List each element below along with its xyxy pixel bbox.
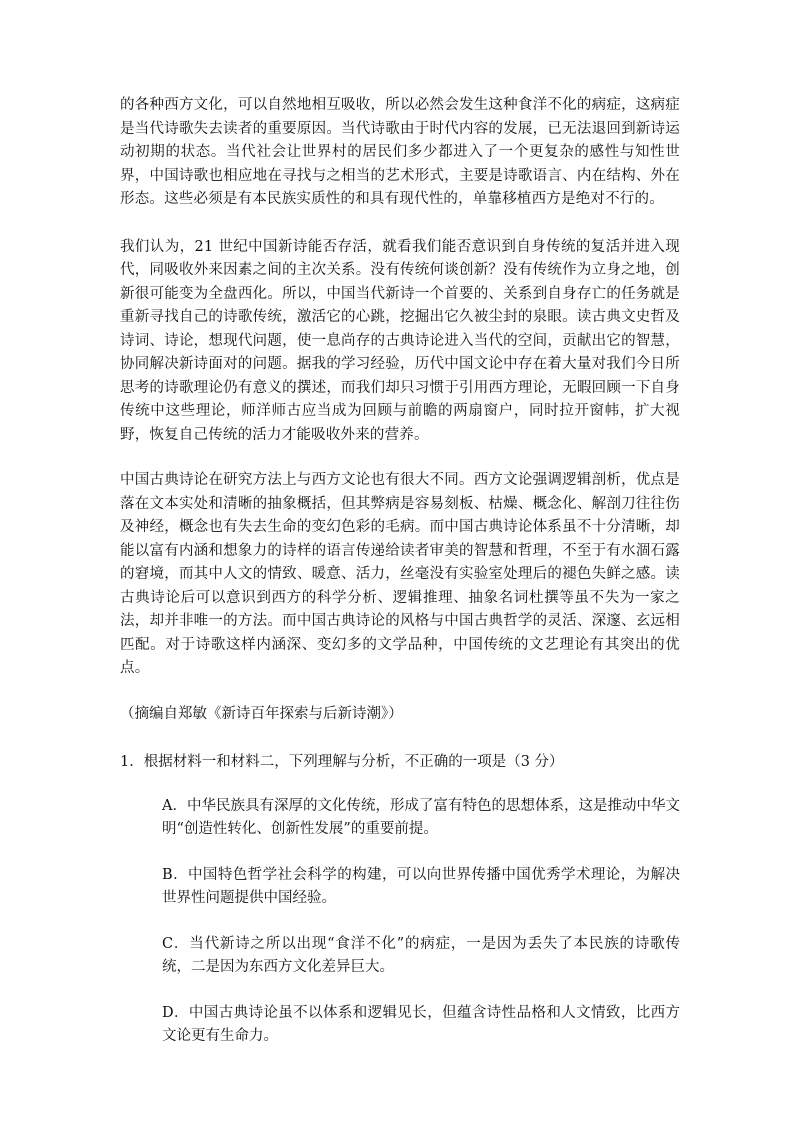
question-stem: 1．根据材料一和材料二，下列理解与分析，不正确的一项是（3 分） xyxy=(120,754,564,770)
paragraph-2: 我们认为，21 世纪中国新诗能否存活，就看我们能否意识到自身传统的复活并进入现代，同吸收外来因素之间的主次关系。没有传统何谈创新？没有传统作为立身之地，创新很可能变为全盘西化。所以，中国当代新诗一个首要的、关系到自身存亡的任务就是重新寻找自己的诗歌传统，激活它的心跳，挖掘出它久被尘封的泉眼。读古典文史哲及诗词、诗论，想现代问题，使一息尚存的古典诗论进入当代的空间，贡献出它的智慧，协同解决新诗面对的问题。据我的学习经验，历代中国文论中存在着大量对我们今日所思考的诗歌理论仍有意义的撰述，而我们却只习惯于引用西方理论，无暇回顾一下自身传统中这些理论，师洋师古应当成为回顾与前瞻的两扇窗户，同时拉开窗帏，扩大视野，恢复自己传统的活力才能吸收外来的营养。 xyxy=(120,238,680,443)
document-page xyxy=(120,94,680,1071)
paragraph-3: 中国古典诗论在研究方法上与西方文论也有很大不同。西方文论强调逻辑剖析，优点是落在文本实处和清晰的抽象概括，但其弊病是容易刻板、枯燥、概念化、解剖刀往往伤及神经，概念也有失去生命的变幻色彩的毛病。而中国古典诗论体系虽不十分清晰，却能以富有内涵和想象力的诗样的语言传递给读者审美的智慧和哲理，不至于有水涸石露的窘境，而其中人文的情致、暖意、活力，丝毫没有实验室处理后的褪色失鲜之感。读古典诗论后可以意识到西方的科学分析、逻辑推理、抽象名词杜撰等虽不失为一家之法，却并非唯一的方法。而中国古典诗论的风格与中国古典哲学的灵活、深邃、玄远相匹配。对于诗歌这样内涵深、变幻多的文学品种，中国传统的文艺理论有其突出的优点。 xyxy=(120,472,680,676)
option-c: C．当代新诗之所以出现“食洋不化”的病症，一是因为丢失了本民族的诗歌传统，二是因为东西方文化差异巨大。 xyxy=(162,935,680,975)
source-citation: （摘编自郑敏《新诗百年探索与后新诗潮》） xyxy=(120,705,403,722)
option-b: B．中国特色哲学社会科学的构建，可以向世界传播中国优秀学术理论，为解决世界性问题提供中国经验。 xyxy=(162,866,680,906)
paragraph-1: 的各种西方文化，可以自然地相互吸收，所以必然会发生这种食洋不化的病症，这病症是当代诗歌失去读者的重要原因。当代诗歌由于时代内容的发展，已无法退回到新诗运动初期的状态。当代社会让世界村的居民们多少都进入了一个更复杂的感性与知性世界，中国诗歌也相应地在寻找与之相当的艺术形式，主要是诗歌语言、内在结构、外在形态。这些必须是有本民族实质性的和具有现代性的，单靠移植西方是绝对不行的。 xyxy=(120,97,680,207)
option-a: A．中华民族具有深厚的文化传统，形成了富有特色的思想体系，这是推动中华文明“创造性转化、创新性发展”的重要前提。 xyxy=(162,797,680,837)
option-d: D．中国古典诗论虽不以体系和逻辑见长，但蕴含诗性品格和人文情致，比西方文论更有生命力。 xyxy=(162,1004,680,1044)
